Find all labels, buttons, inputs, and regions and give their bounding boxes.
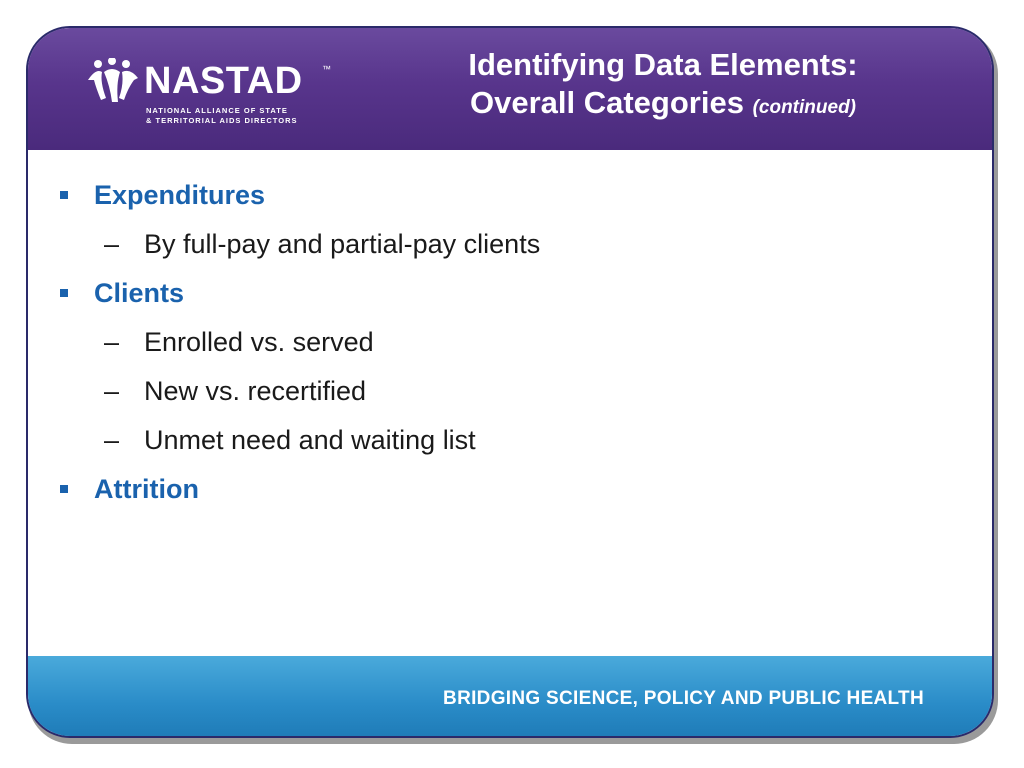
sub-bullet-label: Unmet need and waiting list: [144, 425, 476, 455]
dash-marker: –: [104, 229, 120, 259]
sub-bullet-label: Enrolled vs. served: [144, 327, 374, 357]
people-figures-icon: [86, 58, 146, 106]
dash-marker: –: [104, 376, 120, 406]
slide-title-line1: Identifying Data Elements:: [468, 47, 858, 82]
slide-header: [28, 28, 992, 150]
bullet-label: Expenditures: [94, 180, 266, 210]
dash-marker: –: [104, 327, 120, 357]
slide-title: [358, 46, 968, 127]
logo-trademark: ™: [322, 64, 331, 74]
nastad-logo: [86, 58, 336, 128]
slide: [26, 26, 994, 738]
slide-title-continued: (continued): [752, 97, 857, 118]
logo-subtitle-line2: & TERRITORIAL AIDS DIRECTORS: [146, 116, 298, 125]
square-bullet-icon: [60, 191, 68, 199]
slide-footer: [28, 656, 992, 736]
dash-marker: –: [104, 425, 120, 455]
footer-tagline: BRIDGING SCIENCE, POLICY AND PUBLIC HEALTH: [443, 688, 924, 709]
logo-subtitle-line1: NATIONAL ALLIANCE OF STATE: [146, 106, 288, 115]
bullet-label: Clients: [94, 278, 185, 308]
sub-bullet-label: New vs. recertified: [144, 376, 367, 406]
slide-title-line2-main: Overall Categories: [469, 85, 744, 120]
square-bullet-icon: [60, 485, 68, 493]
sub-bullet-label: By full-pay and partial-pay clients: [144, 229, 541, 259]
bullet-label: Attrition: [94, 474, 199, 504]
logo-wordmark: NASTAD: [144, 60, 303, 102]
square-bullet-icon: [60, 289, 68, 297]
slide-title-line2: [358, 84, 968, 127]
